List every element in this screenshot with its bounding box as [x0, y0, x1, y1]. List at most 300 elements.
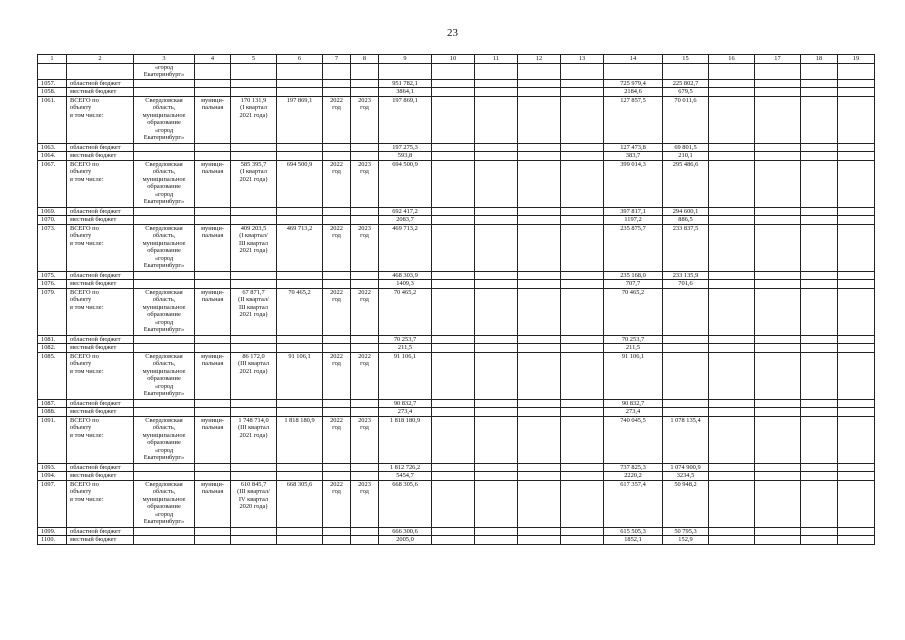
table-cell: 69 801,5 [663, 143, 709, 152]
table-cell [323, 79, 351, 88]
table-cell: 2022 год [351, 288, 379, 335]
table-cell [801, 288, 838, 335]
table-cell [323, 408, 351, 417]
table-cell [432, 536, 475, 545]
table-cell: 1085. [38, 352, 67, 399]
table-cell [475, 408, 518, 417]
table-cell: 2184,6 [604, 88, 663, 97]
table-cell [801, 207, 838, 216]
table-cell [838, 143, 875, 152]
table-cell [755, 480, 801, 527]
table-cell [755, 463, 801, 472]
table-cell: местный бюджет [67, 280, 134, 289]
table-cell: 701,6 [663, 280, 709, 289]
table-cell [709, 527, 755, 536]
table-cell: 668 305,6 [277, 480, 323, 527]
table-cell [801, 152, 838, 161]
table-cell [561, 271, 604, 280]
table-cell [277, 335, 323, 344]
table-cell [195, 527, 231, 536]
table-cell: местный бюджет [67, 152, 134, 161]
table-cell: 3234,5 [663, 472, 709, 481]
table-cell [663, 352, 709, 399]
table-cell [351, 399, 379, 408]
table-cell: 1 818 180,9 [277, 416, 323, 463]
table-cell [801, 352, 838, 399]
table-cell [518, 96, 561, 143]
table-cell: областной бюджет [67, 463, 134, 472]
table-cell [518, 207, 561, 216]
table-cell: 2220,2 [604, 472, 663, 481]
table-cell [561, 527, 604, 536]
table-cell [561, 79, 604, 88]
table-cell [432, 88, 475, 97]
table-cell [195, 335, 231, 344]
table-row [38, 472, 875, 481]
table-cell: 725 979,4 [604, 79, 663, 88]
table-cell [755, 96, 801, 143]
table-cell: 86 172,0 (III квартал 2021 года) [231, 352, 277, 399]
table-cell [755, 416, 801, 463]
table-cell: 707,7 [604, 280, 663, 289]
table-cell [231, 408, 277, 417]
table-cell: 1099. [38, 527, 67, 536]
table-cell [801, 63, 838, 79]
table-row [38, 416, 875, 463]
table-cell [351, 408, 379, 417]
table-cell [561, 344, 604, 353]
table-cell: ВСЕГО по объекту в том числе: [67, 224, 134, 271]
table-cell [663, 335, 709, 344]
table-cell [432, 335, 475, 344]
table-cell [475, 352, 518, 399]
table-cell: 737 825,3 [604, 463, 663, 472]
table-cell [518, 463, 561, 472]
table-cell [231, 271, 277, 280]
table-cell: областной бюджет [67, 527, 134, 536]
table-row [38, 288, 875, 335]
table-cell [838, 352, 875, 399]
table-cell [323, 536, 351, 545]
table-cell [755, 216, 801, 225]
table-cell [709, 335, 755, 344]
table-cell: местный бюджет [67, 216, 134, 225]
table-cell [755, 160, 801, 207]
table-row [38, 408, 875, 417]
table-cell [838, 224, 875, 271]
table-cell: местный бюджет [67, 536, 134, 545]
table-row [38, 536, 875, 545]
table-cell [323, 344, 351, 353]
table-cell: 694 500,9 [379, 160, 432, 207]
table-cell [323, 143, 351, 152]
table-cell [195, 216, 231, 225]
table-cell [231, 399, 277, 408]
table-cell: 1081. [38, 335, 67, 344]
table-cell [801, 480, 838, 527]
table-cell [195, 207, 231, 216]
table-cell: 1075. [38, 271, 67, 280]
table-cell: 2023 год [351, 96, 379, 143]
table-cell: ВСЕГО по объекту в том числе: [67, 96, 134, 143]
table-cell [323, 271, 351, 280]
table-cell [755, 280, 801, 289]
table-cell [561, 472, 604, 481]
table-row [38, 88, 875, 97]
table-cell: Свердловская область, муниципальное образование «город Екатеринбург» [134, 352, 195, 399]
table-cell [755, 88, 801, 97]
table-cell [195, 88, 231, 97]
table-cell [561, 335, 604, 344]
table-cell [838, 335, 875, 344]
column-number: 17 [755, 55, 801, 64]
table-cell: 666 300,6 [379, 527, 432, 536]
table-cell: 1073. [38, 224, 67, 271]
table-cell: Свердловская область, муниципальное образование «город Екатеринбург» [134, 224, 195, 271]
table-cell: 295 486,6 [663, 160, 709, 207]
table-cell: 2023 год [351, 480, 379, 527]
table-cell: 692 417,2 [379, 207, 432, 216]
column-number: 15 [663, 55, 709, 64]
table-cell: ВСЕГО по объекту в том числе: [67, 416, 134, 463]
table-cell: 2022 год [323, 96, 351, 143]
table-cell: 225 802,7 [663, 79, 709, 88]
table-cell [561, 288, 604, 335]
table-cell [323, 463, 351, 472]
table-cell [134, 472, 195, 481]
table-cell [561, 480, 604, 527]
table-cell: Свердловская область, муниципальное образование «город Екатеринбург» [134, 160, 195, 207]
table-cell [561, 207, 604, 216]
table-cell [801, 216, 838, 225]
table-cell [518, 280, 561, 289]
table-cell [277, 527, 323, 536]
table-cell [432, 79, 475, 88]
table-cell [231, 207, 277, 216]
table-cell [755, 79, 801, 88]
table-cell [432, 224, 475, 271]
table-cell [838, 408, 875, 417]
table-cell [518, 399, 561, 408]
table-cell [134, 344, 195, 353]
table-cell [709, 399, 755, 408]
table-cell [277, 280, 323, 289]
table-cell [755, 408, 801, 417]
table-cell: ВСЕГО по объекту в том числе: [67, 352, 134, 399]
table-cell [801, 408, 838, 417]
table-cell: «город Екатеринбург» [134, 63, 195, 79]
table-cell [134, 280, 195, 289]
table-cell [755, 152, 801, 161]
table-cell [518, 152, 561, 161]
table-cell [323, 527, 351, 536]
table-cell [755, 352, 801, 399]
table-cell [432, 416, 475, 463]
table-cell [475, 472, 518, 481]
table-cell: 70 253,7 [379, 335, 432, 344]
table-cell [351, 152, 379, 161]
table-row [38, 143, 875, 152]
table-cell [432, 463, 475, 472]
table-row [38, 352, 875, 399]
table-cell [475, 160, 518, 207]
table-cell [475, 463, 518, 472]
table-cell [351, 271, 379, 280]
table-cell: 1 078 135,4 [663, 416, 709, 463]
table-cell [475, 152, 518, 161]
column-number: 9 [379, 55, 432, 64]
table-cell [561, 152, 604, 161]
table-row [38, 527, 875, 536]
table-row [38, 96, 875, 143]
table-cell: 273,4 [604, 408, 663, 417]
table-cell [277, 63, 323, 79]
table-cell [838, 79, 875, 88]
table-cell [709, 344, 755, 353]
table-cell [561, 216, 604, 225]
table-cell [838, 399, 875, 408]
table-cell [323, 335, 351, 344]
table-cell [518, 335, 561, 344]
table-cell: местный бюджет [67, 408, 134, 417]
table-cell: муници- пальная [195, 160, 231, 207]
table-cell [709, 288, 755, 335]
table-cell: 2022 год [323, 160, 351, 207]
table-cell: областной бюджет [67, 335, 134, 344]
table-cell [351, 463, 379, 472]
table-cell: 233 837,5 [663, 224, 709, 271]
table-cell [475, 224, 518, 271]
column-number: 3 [134, 55, 195, 64]
table-cell [231, 152, 277, 161]
table-cell: 1079. [38, 288, 67, 335]
table-cell: 3864,1 [379, 88, 432, 97]
table-cell [277, 399, 323, 408]
table-cell [432, 63, 475, 79]
table-cell: 469 713,2 [277, 224, 323, 271]
table-cell [561, 143, 604, 152]
table-cell [323, 472, 351, 481]
table-cell [801, 88, 838, 97]
table-cell [838, 472, 875, 481]
table-cell [195, 344, 231, 353]
table-cell [432, 143, 475, 152]
table-cell: 469 713,2 [379, 224, 432, 271]
table-cell [134, 88, 195, 97]
table-cell: 1197,2 [604, 216, 663, 225]
table-cell [561, 160, 604, 207]
table-cell: 294 600,1 [663, 207, 709, 216]
table-cell [561, 96, 604, 143]
table-cell [663, 344, 709, 353]
table-cell [195, 399, 231, 408]
table-cell: 197 869,1 [379, 96, 432, 143]
table-cell: 1058. [38, 88, 67, 97]
table-cell [709, 280, 755, 289]
table-cell [432, 152, 475, 161]
table-cell [351, 536, 379, 545]
table-row [38, 63, 875, 79]
table-cell: 211,5 [379, 344, 432, 353]
table-cell [475, 288, 518, 335]
table-cell [432, 352, 475, 399]
table-cell [663, 63, 709, 79]
table-cell [134, 527, 195, 536]
table-cell [134, 271, 195, 280]
table-cell [838, 271, 875, 280]
table-cell [838, 152, 875, 161]
table-cell [351, 472, 379, 481]
table-cell [801, 335, 838, 344]
table-cell [475, 335, 518, 344]
table-cell [838, 536, 875, 545]
table-cell [195, 152, 231, 161]
table-cell [475, 79, 518, 88]
table-cell: 90 832,7 [379, 399, 432, 408]
table-cell [432, 280, 475, 289]
table-cell: местный бюджет [67, 88, 134, 97]
table-cell [709, 408, 755, 417]
table-cell [709, 271, 755, 280]
table-cell: 740 045,5 [604, 416, 663, 463]
table-cell: 235 168,0 [604, 271, 663, 280]
table-cell [663, 408, 709, 417]
table-cell: 70 253,7 [604, 335, 663, 344]
table-cell: муници- пальная [195, 288, 231, 335]
table-cell: 127 857,5 [604, 96, 663, 143]
table-cell: 273,4 [379, 408, 432, 417]
table-cell [475, 536, 518, 545]
table-cell: 197 275,3 [379, 143, 432, 152]
table-cell [475, 344, 518, 353]
column-number: 13 [561, 55, 604, 64]
column-number: 12 [518, 55, 561, 64]
table-cell [351, 335, 379, 344]
table-cell [351, 280, 379, 289]
table-cell [838, 96, 875, 143]
table-row [38, 224, 875, 271]
column-number: 16 [709, 55, 755, 64]
table-cell [518, 216, 561, 225]
table-cell [351, 344, 379, 353]
table-cell [231, 280, 277, 289]
table-cell: 2005,0 [379, 536, 432, 545]
table-cell [432, 96, 475, 143]
table-cell: областной бюджет [67, 207, 134, 216]
table-cell: 1067. [38, 160, 67, 207]
table-cell [838, 88, 875, 97]
table-cell [561, 88, 604, 97]
table-cell [432, 527, 475, 536]
table-cell [518, 536, 561, 545]
table-cell: 1070. [38, 216, 67, 225]
table-cell [663, 288, 709, 335]
table-cell [838, 416, 875, 463]
table-cell: 951 782,1 [379, 79, 432, 88]
table-cell: 70 011,6 [663, 96, 709, 143]
table-cell [323, 152, 351, 161]
table-cell [801, 399, 838, 408]
table-cell [195, 63, 231, 79]
table-cell: местный бюджет [67, 472, 134, 481]
table-cell: 2023 год [351, 160, 379, 207]
table-cell [838, 480, 875, 527]
table-row [38, 463, 875, 472]
table-cell [195, 536, 231, 545]
table-cell [432, 288, 475, 335]
table-cell: 70 465,2 [379, 288, 432, 335]
table-cell: 1094. [38, 472, 67, 481]
table-cell [475, 399, 518, 408]
table-cell [195, 280, 231, 289]
table-cell [561, 463, 604, 472]
table-cell [134, 143, 195, 152]
table-cell [518, 88, 561, 97]
table-cell: 1852,1 [604, 536, 663, 545]
table-row [38, 271, 875, 280]
table-cell [755, 335, 801, 344]
table-cell [518, 472, 561, 481]
table-cell: 1409,3 [379, 280, 432, 289]
table-cell [195, 143, 231, 152]
table-cell [277, 207, 323, 216]
table-cell [432, 408, 475, 417]
table-cell [709, 96, 755, 143]
table-cell [838, 463, 875, 472]
column-number: 10 [432, 55, 475, 64]
table-cell: областной бюджет [67, 271, 134, 280]
table-cell: 1 748 714,0 (III квартал 2021 года) [231, 416, 277, 463]
table-cell [231, 536, 277, 545]
table-cell [801, 527, 838, 536]
table-cell: муници- пальная [195, 480, 231, 527]
table-row [38, 344, 875, 353]
table-cell [475, 63, 518, 79]
table-cell [195, 79, 231, 88]
table-cell [801, 224, 838, 271]
table-cell: 399 014,3 [604, 160, 663, 207]
budget-table [37, 54, 875, 545]
table-cell [709, 143, 755, 152]
table-cell [518, 271, 561, 280]
table-cell: 2022 год [323, 480, 351, 527]
table-cell: муници- пальная [195, 224, 231, 271]
table-cell [518, 288, 561, 335]
table-cell [351, 88, 379, 97]
table-cell: 1069. [38, 207, 67, 216]
table-cell [801, 79, 838, 88]
table-cell [561, 399, 604, 408]
table-cell [277, 88, 323, 97]
table-cell [231, 335, 277, 344]
table-cell [134, 79, 195, 88]
table-cell [709, 352, 755, 399]
column-number: 6 [277, 55, 323, 64]
table-cell [709, 63, 755, 79]
table-cell: Свердловская область, муниципальное образование «город Екатеринбург» [134, 96, 195, 143]
table-cell [561, 416, 604, 463]
table-cell: 5454,7 [379, 472, 432, 481]
table-cell [801, 96, 838, 143]
table-cell [323, 216, 351, 225]
table-cell: 152,9 [663, 536, 709, 545]
table-cell [518, 408, 561, 417]
table-cell: 468 303,9 [379, 271, 432, 280]
table-cell [231, 63, 277, 79]
table-cell [323, 63, 351, 79]
table-cell [709, 416, 755, 463]
table-cell [277, 472, 323, 481]
